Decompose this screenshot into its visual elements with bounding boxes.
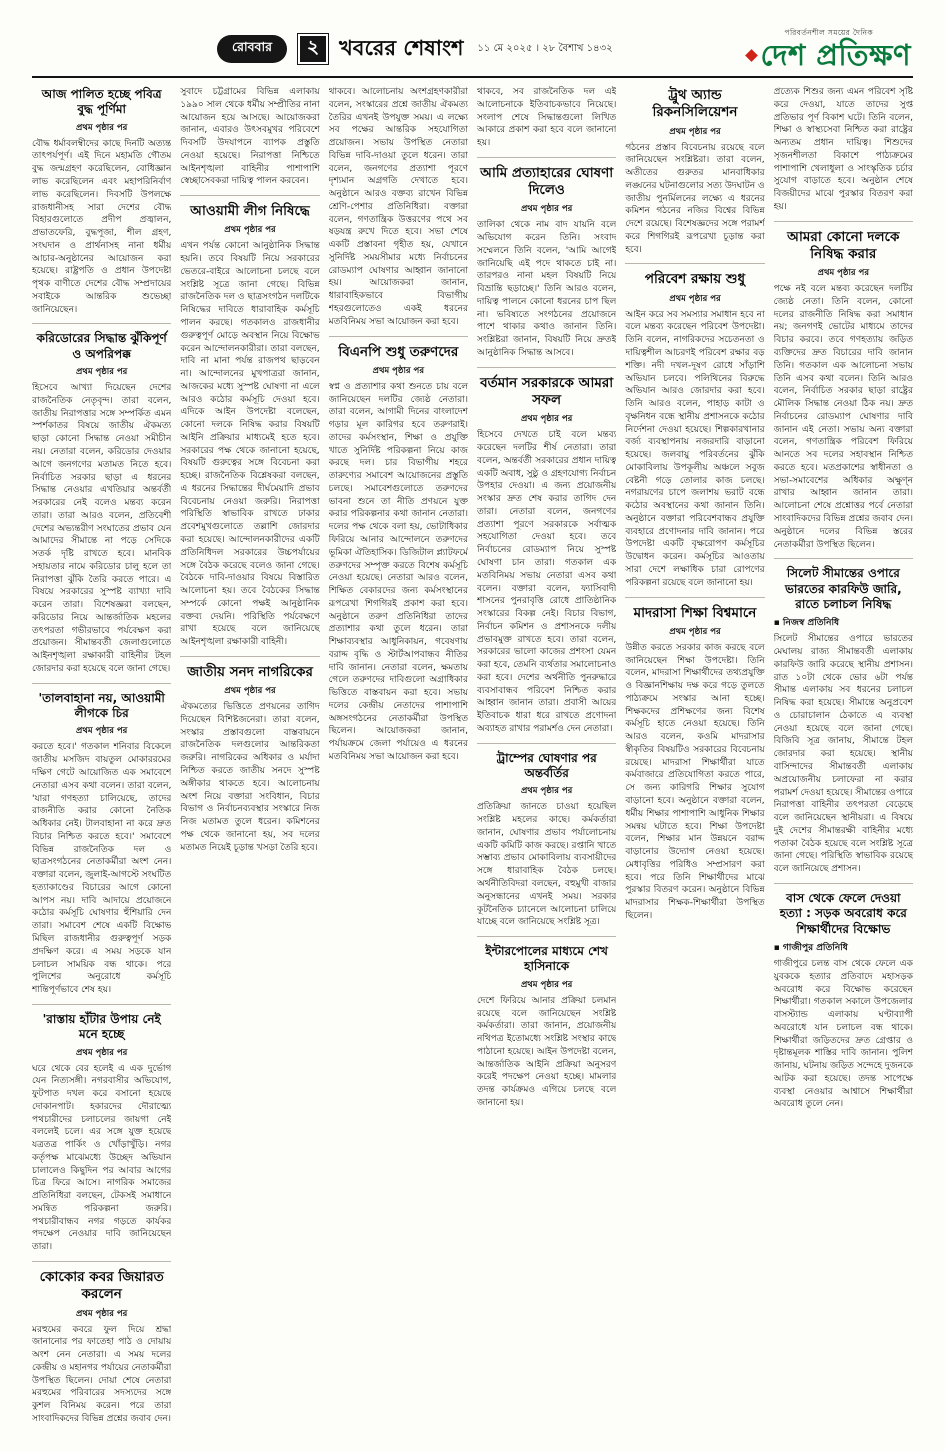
article [477,751,616,937]
article [32,331,171,683]
continued-from-page-one-tag: প্রথম পৃষ্ঠার পর [372,365,425,376]
article [32,1012,171,1262]
article-body: দেশে ফিরিয়ে আনার প্রক্রিয়া চলমান রয়েছে বলে জানিয়েছেন সংশ্লিষ্ট কর্মকর্তারা। তারা জানান, প্রয়োজনীয় নথিপত্র ইতোমধ্যে সংশ্লিষ্ট সংস্থার কাছে পাঠানো হয়েছে। আইন উপদেষ্টা বলেন, আন্তর্জাতিক আইনি প্রক্রিয়া অনুসরণ করেই পদক্ষেপ নেওয়া হচ্ছে। মামলার তদন্ত কার্যক্রমও এগিয়ে চলছে বলে জানানো হয়। [476,995,617,1108]
article-headline: ট্রুথ অ্যান্ড রিকনসিলিয়েশন [652,87,738,121]
article-headline: 'রাস্তায় হাঁটার উপায় নেই মনে হচ্ছে [42,1011,161,1042]
article-body: স্বপ্ন ও প্রত্যাশার কথা শুনতে চায় বলে জানিয়েছেন দলটির জ্যেষ্ঠ নেতারা। তারা বলেন, আগামী দিনের বাংলাদেশ গড়ার মূল কারিগর হবে তরুণরাই। তাদের কর্মসংস্থান, শিক্ষা ও প্রযুক্তি খাতে সুনির্দিষ্ট পরিকল্পনা নিয়ে কাজ করছে দল। চার বিভাগীয় শহরে তারুণ্যের সমাবেশ আয়োজনের প্রস্তুতি চলছে। সমাবেশগুলোতে তরুণদের ভাবনা শুনে তা নীতি প্রণয়নে যুক্ত করার পরিকল্পনার কথা জানান নেতারা। দলের পক্ষ থেকে বলা হয়, ভোটাধিকার ফিরিয়ে আনার আন্দোলনে তরুণদের ভূমিকা ঐতিহাসিক। ডিজিটাল প্ল্যাটফর্মে তরুণদের সম্পৃক্ত করতে বিশেষ কর্মসূচি নেওয়া হয়েছে। নেতারা আরও বলেন, শিক্ষিত বেকারদের জন্য কর্মসংস্থানের রূপরেখা শিগগিরই প্রকাশ করা হবে। অনুষ্ঠানে তরুণ প্রতিনিধিরা তাদের প্রত্যাশার কথা তুলে ধরেন। তারা শিক্ষাব্যবস্থার আধুনিকায়ন, গবেষণায় বরাদ্দ বৃদ্ধি ও স্টার্টআপবান্ধব নীতির দাবি জানান। নেতারা বলেন, ক্ষমতায় গেলে তরুণদের দাবিগুলো অগ্রাধিকার ভিত্তিতে বাস্তবায়ন করা হবে। সভায় দলের কেন্দ্রীয় নেতাদের পাশাপাশি অঙ্গসংগঠনের নেতাকর্মীরা উপস্থিত ছিলেন। আয়োজকরা জানান, পর্যায়ক্রমে জেলা পর্যায়েও এ ধরনের মতবিনিময় সভা আয়োজন করা হবে। [328,381,468,763]
article-headline: ট্রাম্পের ঘোষণার পর অন্তর্বর্তির [496,750,597,781]
continued-from-page-one-tag: প্রথম পৃষ্ঠার পর [75,367,128,378]
article-byline: ▪ গাজীপুর প্রতিনিধি [774,940,913,955]
column-4 [477,86,616,1436]
article-headline: আমরা কোনো দলকে নিষিদ্ধ করার [787,228,900,262]
article-body: ঘরে থেকে বের হলেই এ এক দুর্ভোগ যেন নিত্যসঙ্গী। নগরবাসীর অভিযোগ, ফুটপাত দখল করে বসানো হয়েছে দোকানপাট। হকারদের দৌরাত্ম্যে পথচারীদের চলাচলের জায়গা নেই বললেই চলে। এর সঙ্গে যুক্ত হয়েছে যত্রতত্র পার্কিং ও খোঁড়াখুঁড়ি। নগর কর্তৃপক্ষ মাঝেমধ্যে উচ্ছেদ অভিযান চালালেও কিছুদিন পর আবার আগের চিত্র ফিরে আসে। নাগরিক সমাজের প্রতিনিধিরা বলছেন, টেকসই সমাধানে সমন্বিত পরিকল্পনা জরুরি। পথচারীবান্ধব নগর গড়তে কার্যকর পদক্ষেপ নেওয়ার দাবি জানিয়েছেন তারা। [32,1063,172,1253]
masthead-logo-row [747,38,912,72]
article-headline: আমি প্রত্যাহারের ঘোষণা দিলেও [480,164,614,199]
continued-from-page-one-tag: প্রথম পৃষ্ঠার পর [520,979,573,990]
article-body: তালিকা থেকে নাম বাদ যায়নি বলে অভিযোগ করেন তিনি। সংবাদ সম্মেলনে তিনি বলেন, 'আমি আগেই জানিয়েছি এই পদে থাকতে চাই না। তারপরও নানা মহল বিষয়টি নিয়ে বিভ্রান্তি ছড়াচ্ছে।' তিনি আরও বলেন, দায়িত্ব পালনে কোনো ধরনের চাপ ছিল না। ভবিষ্যতে সংগঠনের প্রয়োজনে পাশে থাকার কথাও জানান তিনি। সংশ্লিষ্টরা জানান, বিষয়টি নিয়ে দ্রুতই আনুষ্ঠানিক সিদ্ধান্ত আসবে। [476,220,617,359]
column-6 [774,86,913,1436]
article-headline: জাতীয় সনদ নাগরিকের [187,663,313,680]
article [180,664,319,861]
masthead-logo: দেশ প্রতিক্ষণ [760,38,911,72]
continued-from-page-one-tag: প্রথম পৃষ্ঠার পর [75,1047,128,1058]
masthead-emblem-icon [745,49,758,62]
column-3 [329,86,468,1436]
article [774,86,913,222]
article-body: মরহুমের কবরে ফুল দিয়ে শ্রদ্ধা জানানোর পর ফাতেহা পাঠ ও দোয়ায় অংশ নেন নেতারা। এ সময় দলের কেন্দ্রীয় ও মহানগর পর্যায়ের নেতাকর্মীরা উপস্থিত ছিলেন। দোয়া শেষে নেতারা মরহুমের পরিবারের সদস্যদের সঙ্গে কুশল বিনিময় করেন। পরে তারা সাংবাদিকদের বিভিন্ন প্রশ্নের জবাব দেন। [32,1324,172,1424]
masthead-tagline: পরিবর্তনশীল সময়ের দৈনিক [784,28,873,37]
article [625,271,764,597]
article [774,891,913,1118]
header-left-group [217,32,613,67]
article [477,944,616,1117]
article-byline: ▪ নিজস্ব প্রতিনিধি [774,615,913,630]
article [625,87,764,264]
article-body: হিসেবে দেখতে চাই বলে মন্তব্য করেছেন দলটির শীর্ষ নেতারা। তারা বলেন, অন্তর্বর্তী সরকারের প্রধান দায়িত্ব একটি অবাধ, সুষ্ঠু ও গ্রহণযোগ্য নির্বাচন উপহার দেওয়া। এ জন্য প্রয়োজনীয় সংস্কার দ্রুত শেষ করার তাগিদ দেন তারা। নেতারা বলেন, জনগণের প্রত্যাশা পূরণে সরকারকে সর্বাত্মক সহযোগিতা দেওয়া হবে। তবে নির্বাচনের রোডম্যাপ নিয়ে সুস্পষ্ট ঘোষণা চান তারা। গতকাল এক মতবিনিময় সভায় নেতারা এসব কথা বলেন। বক্তারা বলেন, ফ্যাসিবাদী শাসনের পুনরাবৃত্তি রোধে প্রাতিষ্ঠানিক সংস্কারের বিকল্প নেই। বিচার বিভাগ, নির্বাচন কমিশন ও প্রশাসনকে দলীয় প্রভাবমুক্ত রাখতে হবে। তারা বলেন, সরকারের ভালো কাজের প্রশংসা যেমন করা হবে, তেমনি ব্যর্থতার সমালোচনাও করা হবে। দেশের অর্থনীতি পুনরুদ্ধারে ব্যবসাবান্ধব পরিবেশ নিশ্চিত করার আহ্বান জানান তারা। প্রবাসী আয়ের ইতিবাচক ধারা ধরে রাখতে প্রণোদনা অব্যাহত রাখার পরামর্শও দেন নেতারা। [476,430,617,734]
article-body: থাকবে, সব রাজনৈতিক দল এই আলোচনাকে ইতিবাচকভাবে নিয়েছে। সংলাপ শেষে সিদ্ধান্তগুলো লিখিত আকারে প্রকাশ করা হবে বলে জানানো হয়। [476,87,617,149]
article [477,375,616,744]
article-headline: বর্তমান সরকারকে আমরা সফল [480,374,614,409]
continued-from-page-one-tag: প্রথম পৃষ্ঠার পর [669,626,721,637]
article [625,605,764,930]
article-headline: কোকোর কবর জিয়ারত করলেন [39,1269,164,1303]
article-body: গঠনের প্রস্তাব বিবেচনায় রয়েছে বলে জানিয়েছেন সংশ্লিষ্টরা। তারা বলেন, অতীতের গুরুতর মানবাধিকার লঙ্ঘনের ঘটনাগুলোর সত্য উদঘাটন ও জাতীয় পুনর্মিলনের লক্ষ্যে এ ধরনের কমিশন গঠনের নজির বিশ্বের বিভিন্ন দেশে রয়েছে। বিশেষজ্ঞদের সঙ্গে পরামর্শ করে শিগগিরই রূপরেখা চূড়ান্ত করা হবে। [625,142,765,255]
article [180,86,319,196]
column-5 [625,86,764,1436]
article-headline: ইন্টারপোলের মাধ্যমে শেখ হাসিনাকে [485,944,608,974]
article-body: ঐকমত্যের ভিত্তিতে প্রণয়নের তাগিদ দিয়েছেন বিশিষ্টজনেরা। তারা বলেন, সংস্কার প্রস্তাবগুলো বাস্তবায়নে রাজনৈতিক দলগুলোর আন্তরিকতা জরুরি। নাগরিকের অধিকার ও মর্যাদা নিশ্চিত করতে জাতীয় সনদে সুস্পষ্ট অঙ্গীকার থাকতে হবে। আলোচনায় অংশ নিয়ে বক্তারা সংবিধান, বিচার বিভাগ ও নির্বাচনব্যবস্থার সংস্কারে নিজ নিজ মতামত তুলে ধরেন। কমিশনের পক্ষ থেকে জানানো হয়, সব দলের মতামত নিয়েই চূড়ান্ত খসড়া তৈরি হবে। [180,702,320,853]
article [774,566,913,884]
column-1 [32,86,171,1436]
article [774,229,913,560]
masthead [747,28,914,70]
article-headline: পরিবেশ রক্ষায় শুধু [644,271,746,288]
page-header [32,28,913,78]
article-body: পক্ষে নই বলে মন্তব্য করেছেন দলটির জ্যেষ্ঠ নেতা। তিনি বলেন, কোনো দলের রাজনীতি নিষিদ্ধ করা সমাধান নয়; জনগণই ভোটের মাধ্যমে তাদের বিচার করবে। তবে গণহত্যায় জড়িত ব্যক্তিদের দ্রুত বিচারের দাবি জানান তিনি। গতকাল এক আলোচনা সভায় তিনি এসব কথা বলেন। তিনি আরও বলেন, নির্বাচিত সরকার ছাড়া রাষ্ট্রের মৌলিক সিদ্ধান্ত নেওয়া ঠিক নয়। দ্রুত নির্বাচনের রোডম্যাপ ঘোষণার দাবি জানান এই নেতা। সভায় অন্য বক্তারা বলেন, গণতান্ত্রিক পরিবেশ ফিরিয়ে আনতে সব দলের সহাবস্থান নিশ্চিত করতে হবে। মতপ্রকাশের স্বাধীনতা ও সভা-সমাবেশের অধিকার অক্ষুণ্ন রাখার আহ্বান জানান তারা। আলোচনা শেষে প্রশ্নোত্তর পর্বে নেতারা সাংবাদিকদের বিভিন্ন প্রশ্নের জবাব দেন। অনুষ্ঠানে দলের বিভিন্ন স্তরের নেতাকর্মীরা উপস্থিত ছিলেন। [773,284,913,550]
article [32,87,171,324]
date-line: ১১ মে ২০২৫ । ২৮ বৈশাখ ১৪৩২ [477,42,613,54]
article [180,203,319,657]
column-2 [180,86,319,1436]
day-label: রোববার [217,35,287,63]
continued-from-page-one-tag: প্রথম পৃষ্ঠার পর [75,1308,128,1319]
continued-from-page-one-tag: প্রথম পৃষ্ঠার পর [817,268,869,279]
continued-from-page-one-tag: প্রথম পৃষ্ঠার পর [520,786,573,797]
article-body: করতে হবে।' গতকাল শনিবার বিকেলে জাতীয় মসজিদ বায়তুল মোকাররমের দক্ষিণ গেটে আয়োজিত এক সমাবেশে নেতারা এসব কথা বলেন। তারা বলেন, 'যারা গণহত্যা চালিয়েছে, তাদের রাজনীতি করার কোনো নৈতিক অধিকার নেই। টালবাহানা না করে দ্রুত বিচার নিশ্চিত করতে হবে।' সমাবেশে বিভিন্ন রাজনৈতিক দল ও ছাত্রসংগঠনের নেতাকর্মীরা অংশ নেন। বক্তারা বলেন, জুলাই-আগস্টে সংঘটিত হত্যাকাণ্ডের বিচারের আগে কোনো আপস নয়। দাবি আদায়ে প্রয়োজনে কঠোর কর্মসূচি ঘোষণার হুঁশিয়ারি দেন তারা। সমাবেশ শেষে একটি বিক্ষোভ মিছিল রাজধানীর গুরুত্বপূর্ণ সড়ক প্রদক্ষিণ করে। এ সময় সড়কে যান চলাচল সাময়িক বন্ধ থাকে। পরে পুলিশের অনুরোধে কর্মসূচি শান্তিপূর্ণভাবে শেষ হয়। [32,742,172,996]
article-body: গাজীপুরে চলন্ত বাস থেকে ফেলে এক যুবককে হত্যার প্রতিবাদে মহাসড়ক অবরোধ করে বিক্ষোভ করেছেন শিক্ষার্থীরা। গতকাল সকালে উপজেলার বাসস্ট্যান্ড এলাকায় ঘণ্টাব্যাপী অবরোধে যান চলাচল বন্ধ থাকে। শিক্ষার্থীরা জড়িতদের দ্রুত গ্রেপ্তার ও দৃষ্টান্তমূলক শাস্তির দাবি জানান। পুলিশ জানায়, ঘটনায় জড়িত সন্দেহে দুজনকে আটক করা হয়েছে। তদন্ত সাপেক্ষে ব্যবস্থা নেওয়ার আশ্বাসে শিক্ষার্থীরা অবরোধ তুলে নেন। [773,958,913,1110]
article-body: প্রত্যেক শিশুর জন্য এমন পরিবেশ সৃষ্টি করে দেওয়া, যাতে তাদের সুপ্ত প্রতিভার পূর্ণ বিকাশ ঘটে। তিনি বলেন, শিক্ষা ও স্বাস্থ্যসেবা নিশ্চিত করা রাষ্ট্রের অন্যতম প্রধান দায়িত্ব। শিশুদের সৃজনশীলতা বিকাশে পাঠ্যক্রমের পাশাপাশি খেলাধুলা ও সাংস্কৃতিক চর্চার সুযোগ বাড়াতে হবে। অনুষ্ঠান শেষে বিজয়ীদের মাঝে পুরস্কার বিতরণ করা হয়। [773,87,913,212]
columns-area [32,78,913,1436]
continued-from-page-one-tag: প্রথম পৃষ্ঠার পর [224,686,276,697]
continued-from-page-one-tag: প্রথম পৃষ্ঠার পর [520,414,573,425]
article-body: উন্নীত করতে সরকার কাজ করছে বলে জানিয়েছেন শিক্ষা উপদেষ্টা। তিনি বলেন, মাদরাসা শিক্ষার্থীদের তথ্যপ্রযুক্তি ও বিজ্ঞানশিক্ষায় দক্ষ করে গড়ে তুলতে পাঠ্যক্রমে সংস্কার আনা হচ্ছে। শিক্ষকদের প্রশিক্ষণের জন্য বিশেষ কর্মসূচি হাতে নেওয়া হয়েছে। তিনি আরও বলেন, কওমি মাদরাসার স্বীকৃতির বিষয়টিও সরকারের বিবেচনায় রয়েছে। মাদরাসা শিক্ষার্থীরা যাতে কর্মবাজারে প্রতিযোগিতা করতে পারে, সে জন্য কারিগরি শিক্ষার সুযোগ বাড়ানো হবে। অনুষ্ঠানে বক্তারা বলেন, ধর্মীয় শিক্ষার পাশাপাশি আধুনিক শিক্ষার সমন্বয় ঘটাতে হবে। শিক্ষা উপদেষ্টা বলেন, শিক্ষার মান উন্নয়নে বরাদ্দ বাড়ানোর উদ্যোগ নেওয়া হয়েছে। মেধাবৃত্তির পরিধিও সম্প্রসারণ করা হবে। পরে তিনি শিক্ষার্থীদের মাঝে পুরস্কার বিতরণ করেন। অনুষ্ঠানে বিভিন্ন মাদরাসার শিক্ষক-শিক্ষার্থীরা উপস্থিত ছিলেন। [625,642,765,921]
continued-from-page-one-tag: প্রথম পৃষ্ঠার পর [75,122,128,133]
article-body: আইন করে সব সমস্যার সমাধান হবে না বলে মন্তব্য করেছেন পরিবেশ উপদেষ্টা। তিনি বলেন, নাগরিকদের সচেতনতা ও দায়িত্বশীল আচরণই পরিবেশ রক্ষার বড় শক্তি। নদী দখল-দূষণ রোধে সাঁড়াশি অভিযান চলবে। পলিথিনের বিরুদ্ধে অভিযান আরও জোরদার করা হবে। তিনি আরও বলেন, পাহাড় কাটা ও বৃক্ষনিধন বন্ধে স্থানীয় প্রশাসনকে কঠোর নির্দেশনা দেওয়া হয়েছে। শিল্পকারখানার বর্জ্য ব্যবস্থাপনায় নজরদারি বাড়ানো হয়েছে। জলবায়ু পরিবর্তনের ঝুঁকি মোকাবিলায় উপকূলীয় অঞ্চলে সবুজ বেষ্টনী গড়ে তোলার কাজ চলছে। নগরায়ণের চাপে জলাশয় ভরাট বন্ধে কঠোর অবস্থানের কথা জানান তিনি। অনুষ্ঠানে বক্তারা পরিবেশবান্ধব প্রযুক্তি ব্যবহারে প্রণোদনার দাবি জানান। পরে উপদেষ্টা একটি বৃক্ষরোপণ কর্মসূচির উদ্বোধন করেন। কর্মসূচির আওতায় সারা দেশে লক্ষাধিক চারা রোপণের পরিকল্পনা রয়েছে বলে জানানো হয়। [625,309,765,588]
continued-from-page-one-tag: প্রথম পৃষ্ঠার পর [669,293,721,304]
article-body: থাকবে। আলোচনায় অংশগ্রহণকারীরা বলেন, সংস্কারের প্রশ্নে জাতীয় ঐকমত্য তৈরির এখনই উপযুক্ত সময়। এ লক্ষ্যে সব পক্ষের আন্তরিক সহযোগিতা প্রয়োজন। সভায় উপস্থিত নেতারা বিভিন্ন দাবি-দাওয়া তুলে ধরেন। তারা বলেন, জনগণের প্রত্যাশা পূরণে দৃশ্যমান অগ্রগতি দেখাতে হবে। অনুষ্ঠানে আরও বক্তব্য রাখেন বিভিন্ন শ্রেণি-পেশার প্রতিনিধিরা। বক্তারা বলেন, গণতান্ত্রিক উত্তরণের পথে সব ষড়যন্ত্র রুখে দিতে হবে। সভা শেষে একটি প্রস্তাবনা গৃহীত হয়, যেখানে সুনির্দিষ্ট সময়সীমার মধ্যে নির্বাচনের রোডম্যাপ ঘোষণার আহ্বান জানানো হয়। আয়োজকরা জানান, ধারাবাহিকভাবে বিভাগীয় শহরগুলোতেও একই ধরনের মতবিনিময় সভা আয়োজন করা হবে। [328,87,468,327]
article [32,691,171,1005]
article-headline: আজ পালিত হচ্ছে পবিত্র বুদ্ধ পূর্ণিমা [41,87,162,117]
article-headline: করিডোরের সিদ্ধান্ত ঝুঁকিপূর্ণ ও অপরিপক্ক [36,331,167,361]
article-body: হিসেবে আখ্যা দিয়েছেন দেশের রাজনৈতিক নেতৃবৃন্দ। তারা বলেন, জাতীয় নিরাপত্তার সঙ্গে সম্পর্কিত এমন স্পর্শকাতর বিষয়ে জাতীয় ঐকমত্য ছাড়া কোনো সিদ্ধান্ত নেওয়া সমীচীন নয়। নেতারা বলেন, করিডোর দেওয়ার আগে জনগণের মতামত নিতে হবে। নির্বাচিত সরকার ছাড়া এ ধরনের সিদ্ধান্ত নেওয়ার এখতিয়ার অন্তর্বর্তী সরকারের নেই বলেও মন্তব্য করেন তারা। তারা আরও বলেন, প্রতিবেশী দেশের অভ্যন্তরীণ সংঘাতের প্রভাব যেন আমাদের সীমান্তে না পড়ে সেদিকে সতর্ক দৃষ্টি রাখতে হবে। মানবিক সহায়তার নামে করিডোর চালু হলে তা নিরাপত্তা ঝুঁকি তৈরি করতে পারে। এ বিষয়ে সরকারের সুস্পষ্ট ব্যাখ্যা দাবি করেন তারা। বিশেষজ্ঞরা বলছেন, করিডোর নিয়ে আন্তর্জাতিক মহলের তৎপরতা গভীরভাবে পর্যবেক্ষণ করা প্রয়োজন। সীমান্তবর্তী জেলাগুলোতে আইনশৃঙ্খলা রক্ষাকারী বাহিনীর টহল জোরদার করা হয়েছে বলে জানা গেছে। [32,383,172,674]
article [329,344,468,771]
article [477,86,616,158]
continued-from-page-one-tag: প্রথম পৃষ্ঠার পর [75,726,128,737]
article-body: সুবাদে চট্টগ্রামের বিভিন্ন এলাকায় ১৯৯০ সাল থেকে ধর্মীয় সম্প্রীতির নানা আয়োজন হয়ে আসছে। আয়োজকরা জানান, এবারও উৎসবমুখর পরিবেশে দিবসটি উদযাপনে ব্যাপক প্রস্তুতি নেওয়া হয়েছে। নিরাপত্তা নিশ্চিতে আইনশৃঙ্খলা বাহিনীর পাশাপাশি স্বেচ্ছাসেবকরা দায়িত্ব পালন করবেন। [180,87,320,187]
article-headline: আওয়ামী লীগ নিষিদ্ধে [190,203,310,220]
continued-from-page-one-tag: প্রথম পৃষ্ঠার পর [224,225,276,236]
article-body: এখন পর্যন্ত কোনো আনুষ্ঠানিক সিদ্ধান্ত হয়নি। তবে বিষয়টি নিয়ে সরকারের ভেতরে-বাইরে আলোচনা চলছে বলে সংশ্লিষ্ট সূত্রে জানা গেছে। বিভিন্ন রাজনৈতিক দল ও ছাত্রসংগঠন দলটিকে নিষিদ্ধের দাবিতে ধারাবাহিক কর্মসূচি পালন করছে। গতকালও রাজধানীর গুরুত্বপূর্ণ মোড়ে অবস্থান নিয়ে বিক্ষোভ করেন আন্দোলনকারীরা। তারা বলছেন, দাবি না মানা পর্যন্ত রাজপথ ছাড়বেন না। আন্দোলনের মুখপাত্ররা জানান, আজকের মধ্যে সুস্পষ্ট ঘোষণা না এলে আরও কঠোর কর্মসূচি দেওয়া হবে। এদিকে আইন উপদেষ্টা বলেছেন, কোনো দলকে নিষিদ্ধ করার বিষয়টি আইনি প্রক্রিয়ার মাধ্যমেই হতে হবে। সরকারের পক্ষ থেকে জানানো হয়েছে, বিষয়টি গুরুত্বের সঙ্গে বিবেচনা করা হচ্ছে। রাজনৈতিক বিশ্লেষকরা বলছেন, এ ধরনের সিদ্ধান্তের দীর্ঘমেয়াদি প্রভাব বিবেচনায় নেওয়া জরুরি। নিরাপত্তা পরিস্থিতি স্বাভাবিক রাখতে ঢাকার প্রবেশমুখগুলোতে তল্লাশি জোরদার করা হয়েছে। আন্দোলনকারীদের একটি প্রতিনিধিদল সরকারের উচ্চপর্যায়ের সঙ্গে বৈঠক করেছে বলেও জানা গেছে। বৈঠকে দাবি-দাওয়ার বিষয়ে বিস্তারিত আলোচনা হয়। তবে বৈঠকের সিদ্ধান্ত সম্পর্কে কোনো পক্ষই আনুষ্ঠানিক বক্তব্য দেয়নি। পরিস্থিতি পর্যবেক্ষণে রাখা হয়েছে বলে জানিয়েছে আইনশৃঙ্খলা রক্ষাকারী বাহিনী। [180,241,320,648]
continued-from-page-one-tag: প্রথম পৃষ্ঠার পর [520,204,573,215]
section-title: খবরের শেষাংশ [339,35,464,60]
article [32,1269,171,1433]
article-headline: বাস থেকে ফেলে দেওয়া হত্যা : সড়ক অবরোধ করে শিক্ষার্থীদের বিক্ষোভ [779,890,907,936]
page-number: ২ [297,33,329,65]
article-headline: সিলেট সীমান্তের ওপারে ভারতের কারফিউ জারি, রাতে চলাচল নিষিদ্ধ [784,566,902,611]
article-headline: 'তালবাহানা নয়, আওয়ামী লীগকে চির [38,690,165,721]
article [329,86,468,337]
article-headline: মাদরাসা শিক্ষা বিশ্বমানে [633,604,757,621]
article-headline: বিএনপি শুধু তরুণদের [338,343,459,360]
article-body: প্রতিক্রিয়া জানতে চাওয়া হয়েছিল সংশ্লিষ্ট মহলের কাছে। কর্মকর্তারা জানান, ঘোষণার প্রভাব পর্যালোচনায় একটি কমিটি কাজ করছে। রপ্তানি খাতে সম্ভাব্য প্রভাব মোকাবিলায় ব্যবসায়ীদের সঙ্গে ধারাবাহিক বৈঠক চলছে। অর্থনীতিবিদরা বলছেন, বহুমুখী বাজার অনুসন্ধানের এখনই সময়। সরকার কূটনৈতিক চ্যানেলে আলোচনা চালিয়ে যাচ্ছে বলে জানিয়েছে সংশ্লিষ্ট সূত্র। [476,802,617,928]
article-body: সিলেট সীমান্তের ওপারে ভারতের মেঘালয় রাজ্য সীমান্তবর্তী এলাকায় কারফিউ জারি করেছে স্থানীয় প্রশাসন। রাত ১০টা থেকে ভোর ৬টা পর্যন্ত সীমান্ত এলাকায় সব ধরনের চলাচল নিষিদ্ধ করা হয়েছে। সীমান্তে অনুপ্রবেশ ও চোরাচালান ঠেকাতে এ ব্যবস্থা নেওয়া হয়েছে বলে জানা গেছে। বিজিবি সূত্র জানায়, সীমান্তে টহল জোরদার করা হয়েছে। স্থানীয় বাসিন্দাদের সীমান্তবর্তী এলাকায় অপ্রয়োজনীয় চলাফেরা না করার পরামর্শ দেওয়া হয়েছে। সীমান্তের ওপারে নিরাপত্তা বাহিনীর তৎপরতা বেড়েছে বলে জানিয়েছেন স্থানীয়রা। এ বিষয়ে দুই দেশের সীমান্তরক্ষী বাহিনীর মধ্যে পতাকা বৈঠক হয়েছে বলে সংশ্লিষ্ট সূত্রে জানা গেছে। পরিস্থিতি স্বাভাবিক রয়েছে বলে জানিয়েছে প্রশাসন। [773,634,913,875]
article-body: বৌদ্ধ ধর্মাবলম্বীদের কাছে দিনটি অত্যন্ত তাৎপর্যপূর্ণ। এই দিনে মহামতি গৌতম বুদ্ধ জন্মগ্রহণ করেছিলেন, বোধিজ্ঞান লাভ করেছিলেন এবং মহাপরিনির্বাণ লাভ করেছিলেন। দিবসটি উপলক্ষে রাজধানীসহ সারা দেশের বৌদ্ধ বিহারগুলোতে প্রদীপ প্রজ্বালন, প্রভাতফেরি, বুদ্ধপূজা, শীল গ্রহণ, সংঘদান ও প্রার্থনাসহ নানা ধর্মীয় আচার-অনুষ্ঠানের আয়োজন করা হয়েছে। রাষ্ট্রপতি ও প্রধান উপদেষ্টা পৃথক বাণীতে দেশের বৌদ্ধ সম্প্রদায়ের সবাইকে আন্তরিক শুভেচ্ছা জানিয়েছেন। [32,138,172,315]
article [477,165,616,368]
continued-from-page-one-tag: প্রথম পৃষ্ঠার পর [669,126,721,137]
